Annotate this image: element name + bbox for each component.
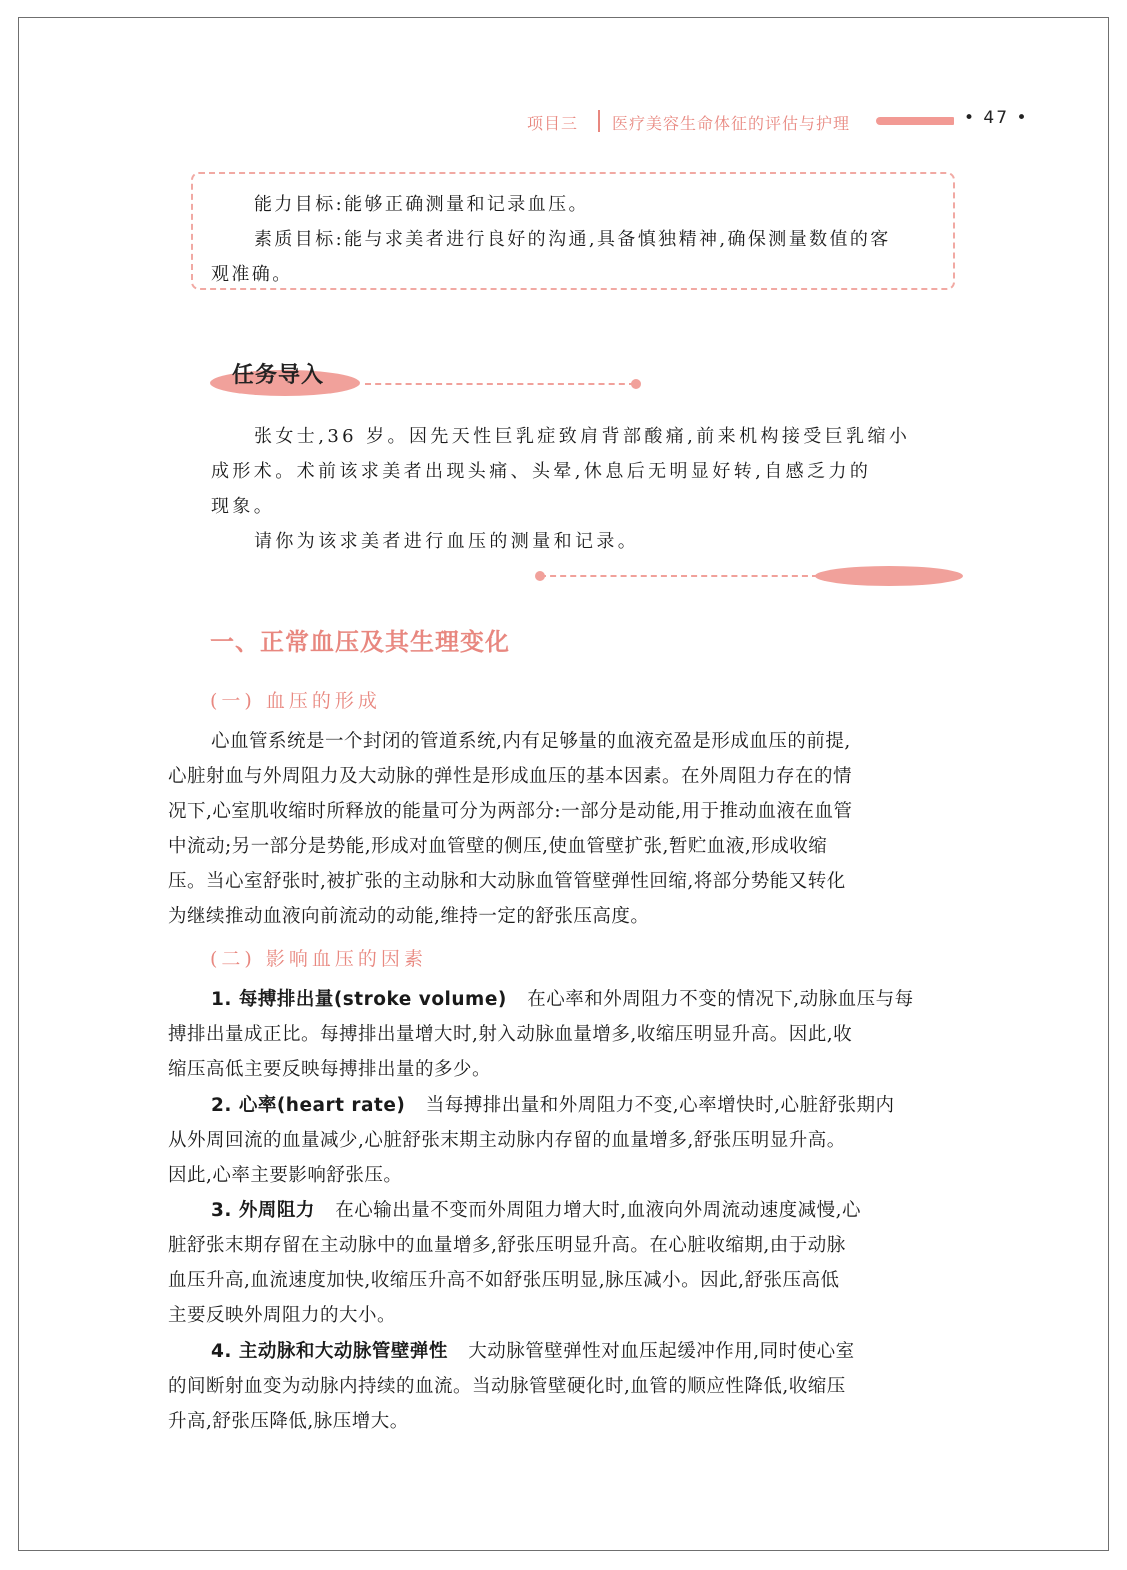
- task-line: 张女士,36 岁。因先天性巨乳症致肩背部酸痛,前来机构接受巨乳缩小: [254, 426, 911, 447]
- objective-ability: 能力目标:能够正确测量和记录血压。: [254, 194, 589, 215]
- factor-text: 在心输出量不变而外周阻力增大时,血液向外周流动速度减慢,心: [335, 1200, 861, 1221]
- body-line: 搏排出量成正比。每搏排出量增大时,射入动脉血量增多,收缩压明显升高。因此,收: [168, 1024, 853, 1045]
- body-line: 中流动;另一部分是势能,形成对血管壁的侧压,使血管壁扩张,暂贮血液,形成收缩: [168, 836, 828, 857]
- header-separator: [598, 110, 600, 132]
- running-head: [480, 108, 1040, 134]
- factor-item-first-line: [211, 1337, 855, 1363]
- body-line: 况下,心室肌收缩时所释放的能量可分为两部分:一部分是动能,用于推动血液在血管: [168, 801, 853, 822]
- page-number: • 47 •: [964, 108, 1029, 128]
- objective-quality: 素质目标:能与求美者进行良好的沟通,具备慎独精神,确保测量数值的客: [254, 229, 891, 250]
- body-line: 血压升高,血流速度加快,收缩压升高不如舒张压明显,脉压减小。因此,舒张压高低: [168, 1270, 840, 1291]
- factor-text: 在心率和外周阻力不变的情况下,动脉血压与每: [527, 989, 914, 1010]
- subsection-title: (二) 影响血压的因素: [210, 948, 427, 970]
- body-line: 从外周回流的血量减少,心脏舒张末期主动脉内存留的血量增多,舒张压明显升高。: [168, 1130, 846, 1151]
- body-line: 心血管系统是一个封闭的管道系统,内有足够量的血液充盈是形成血压的前提,: [211, 731, 851, 752]
- factor-item-first-line: [211, 1196, 861, 1222]
- factor-item-first-line: [211, 985, 914, 1011]
- task-divider-dot: [631, 379, 641, 389]
- factor-text: 大动脉管壁弹性对血压起缓冲作用,同时使心室: [468, 1341, 855, 1362]
- factor-item-first-line: [211, 1091, 895, 1117]
- task-title: 任务导入: [232, 363, 325, 388]
- body-line: 为继续推动血液向前流动的动能,维持一定的舒张压高度。: [168, 906, 650, 927]
- section-title: 一、正常血压及其生理变化: [210, 627, 510, 656]
- factor-heading: 3. 外周阻力: [211, 1200, 315, 1221]
- objective-quality-cont: 观准确。: [211, 264, 293, 285]
- task-divider-top: [365, 383, 635, 385]
- body-line: 压。当心室舒张时,被扩张的主动脉和大动脉血管管壁弹性回缩,将部分势能又转化: [168, 871, 846, 892]
- body-line: 因此,心率主要影响舒张压。: [168, 1165, 403, 1186]
- factor-heading: 2. 心率(heart rate): [211, 1095, 406, 1116]
- task-line: 现象。: [211, 496, 276, 517]
- body-line: 脏舒张末期存留在主动脉中的血量增多,舒张压明显升高。在心脏收缩期,由于动脉: [168, 1235, 846, 1256]
- task-line: 成形术。术前该求美者出现头痛、头晕,休息后无明显好转,自感乏力的: [211, 461, 872, 482]
- body-line: 升高,舒张压降低,脉压增大。: [168, 1411, 409, 1432]
- factor-text: 当每搏排出量和外周阻力不变,心率增快时,心脏舒张期内: [425, 1095, 895, 1116]
- subsection-title: (一) 血压的形成: [210, 690, 381, 712]
- body-line: 缩压高低主要反映每搏排出量的多少。: [168, 1059, 492, 1080]
- task-divider-bottom: [540, 575, 818, 577]
- body-line: 的间断射血变为动脉内持续的血流。当动脉管壁硬化时,血管的顺应性降低,收缩压: [168, 1376, 846, 1397]
- header-accent-bar: [876, 117, 954, 125]
- factor-heading: 1. 每搏排出量(stroke volume): [211, 989, 507, 1010]
- task-divider-ellipse: [815, 566, 963, 586]
- body-line: 心脏射血与外周阻力及大动脉的弹性是形成血压的基本因素。在外周阻力存在的情: [168, 766, 853, 787]
- factor-heading: 4. 主动脉和大动脉管壁弹性: [211, 1341, 448, 1362]
- task-line: 请你为该求美者进行血压的测量和记录。: [254, 531, 640, 552]
- body-line: 主要反映外周阻力的大小。: [168, 1305, 397, 1326]
- header-chapter: 医疗美容生命体征的评估与护理: [612, 114, 851, 133]
- header-project: 项目三: [526, 114, 578, 133]
